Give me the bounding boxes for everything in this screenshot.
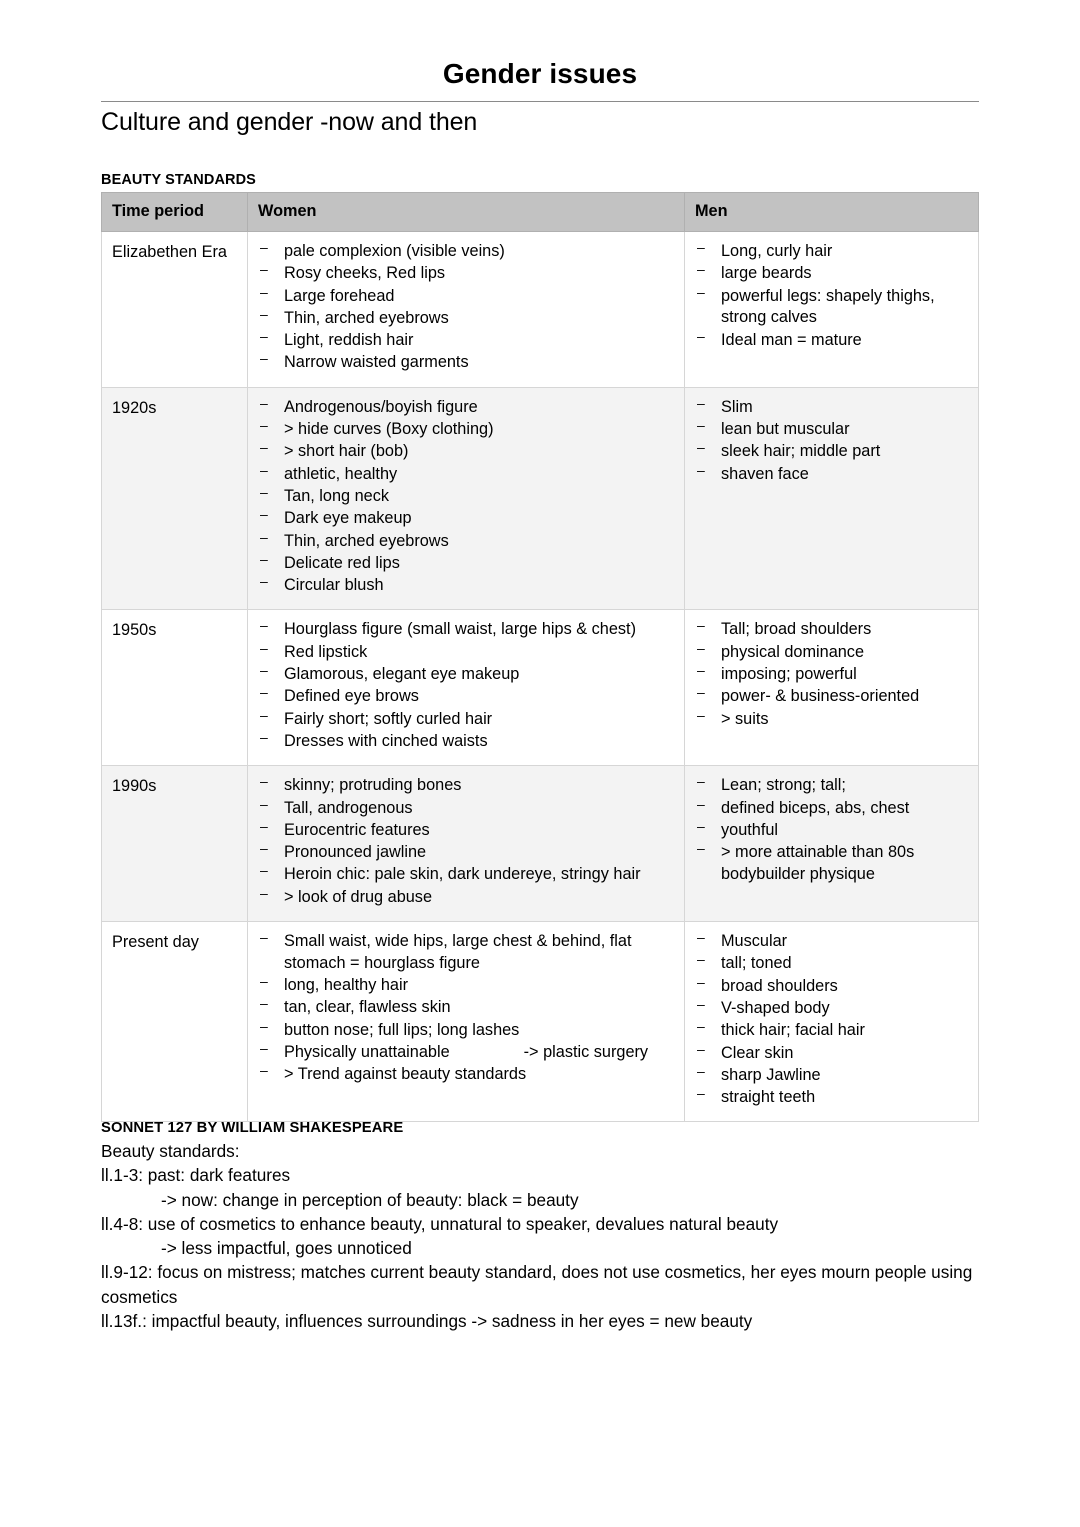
trait-item — [258, 642, 676, 664]
trait-item — [258, 1020, 676, 1042]
cell-women-traits — [248, 387, 685, 610]
table-row — [102, 922, 979, 1122]
cell-women-traits — [248, 232, 685, 388]
trait-list — [258, 397, 676, 597]
trait-item — [695, 1087, 970, 1109]
trait-text: Dresses with cinched waists — [284, 731, 488, 750]
trait-text: thick hair; facial hair — [721, 1021, 865, 1040]
trait-item — [258, 352, 676, 374]
cell-men-traits — [685, 922, 979, 1122]
trait-text: power- & business-oriented — [721, 687, 920, 706]
trait-text: Dark eye makeup — [284, 509, 412, 528]
trait-item — [258, 508, 676, 530]
trait-text: powerful legs: shapely thighs, strong calves — [721, 286, 935, 327]
trait-text: Tall, androgenous — [284, 798, 413, 817]
trait-item — [695, 464, 970, 486]
trait-item — [695, 798, 970, 820]
trait-list — [258, 619, 676, 752]
trait-item — [258, 731, 676, 753]
trait-item — [695, 664, 970, 686]
cell-time-period: 1990s — [102, 766, 248, 922]
trait-item — [258, 864, 676, 886]
trait-text: button nose; full lips; long lashes — [284, 1020, 520, 1039]
cell-men-traits — [685, 766, 979, 922]
trait-text: Circular blush — [284, 576, 384, 595]
trait-item — [258, 241, 676, 263]
sonnet-line: ll.1-3: past: dark features — [101, 1165, 291, 1186]
cell-men-traits — [685, 610, 979, 766]
trait-text: Hourglass figure (small waist, large hips & chest) — [284, 620, 636, 639]
column-header-women: Women — [248, 193, 685, 232]
trait-text: Eurocentric features — [284, 820, 430, 839]
trait-text: tan, clear, flawless skin — [284, 998, 451, 1017]
trait-item — [258, 464, 676, 486]
trait-list — [695, 775, 970, 885]
trait-item — [695, 642, 970, 664]
cell-time-period: Present day — [102, 922, 248, 1122]
cell-time-period: 1950s — [102, 610, 248, 766]
trait-item — [258, 775, 676, 797]
trait-text: shaven face — [721, 464, 809, 483]
trait-text: skinny; protruding bones — [284, 776, 462, 795]
trait-item — [695, 820, 970, 842]
title-divider — [101, 101, 979, 102]
trait-list — [695, 931, 970, 1109]
trait-list — [258, 241, 676, 374]
trait-item — [258, 842, 676, 864]
trait-text: Glamorous, elegant eye makeup — [284, 665, 520, 684]
sonnet-lines — [101, 1139, 981, 1333]
sonnet-line: ll.13f.: impactful beauty, influences surroundings -> sadness in her eyes = new beauty — [101, 1311, 753, 1332]
table-body — [102, 232, 979, 1122]
trait-text: Small waist, wide hips, large chest & behind, flat stomach = hourglass figure — [284, 932, 632, 972]
trait-item — [695, 686, 970, 708]
trait-text: youthful — [721, 820, 779, 839]
trait-list — [258, 775, 676, 908]
sonnet-line: Beauty standards: — [101, 1141, 240, 1161]
trait-text: > short hair (bob) — [284, 442, 409, 461]
trait-text: Heroin chic: pale skin, dark undereye, stringy hair — [284, 865, 641, 884]
page-subtitle: Culture and gender -now and then — [101, 108, 478, 136]
trait-list — [695, 397, 970, 486]
trait-item — [258, 619, 676, 641]
cell-time-period: 1920s — [102, 387, 248, 610]
trait-item — [258, 419, 676, 441]
trait-text: Muscular — [721, 932, 788, 951]
trait-item — [258, 486, 676, 508]
trait-item — [258, 330, 676, 352]
cell-women-traits — [248, 922, 685, 1122]
trait-text: Clear skin — [721, 1043, 794, 1062]
trait-text: > Trend against beauty standards — [284, 1065, 527, 1084]
trait-item — [695, 842, 970, 886]
trait-item — [258, 975, 676, 997]
trait-text: Slim — [721, 397, 753, 416]
trait-annotation: -> plastic surgery — [523, 1043, 649, 1061]
trait-list — [258, 931, 676, 1086]
trait-text: Tan, long neck — [284, 486, 389, 505]
trait-text: imposing; powerful — [721, 665, 857, 684]
cell-time-period: Elizabethen Era — [102, 232, 248, 388]
trait-item — [695, 1065, 970, 1087]
trait-item — [695, 397, 970, 419]
trait-item — [258, 441, 676, 463]
table-row — [102, 387, 979, 610]
trait-item — [695, 441, 970, 463]
cell-men-traits — [685, 232, 979, 388]
trait-text: Thin, arched eyebrows — [284, 308, 449, 327]
trait-item — [695, 419, 970, 441]
trait-item — [258, 397, 676, 419]
trait-text: Light, reddish hair — [284, 331, 414, 350]
cell-men-traits — [685, 387, 979, 610]
page-title: Gender issues — [442, 58, 638, 89]
trait-text: large beards — [721, 264, 812, 283]
table-header-row — [102, 193, 979, 232]
trait-item — [258, 1042, 676, 1064]
trait-item — [258, 997, 676, 1019]
trait-text: Thin, arched eyebrows — [284, 531, 449, 550]
cell-women-traits — [248, 766, 685, 922]
trait-item — [695, 330, 970, 352]
trait-item — [258, 686, 676, 708]
trait-item — [258, 664, 676, 686]
trait-text: Long, curly hair — [721, 242, 833, 260]
trait-item — [258, 709, 676, 731]
trait-text: Rosy cheeks, Red lips — [284, 264, 446, 283]
trait-item — [258, 308, 676, 330]
trait-text: Defined eye brows — [284, 687, 419, 706]
trait-item — [695, 709, 970, 731]
trait-text: Androgenous/boyish figure — [284, 397, 478, 416]
sonnet-line: ll.4-8: use of cosmetics to enhance beauty, unnatural to speaker, devalues natural beauty — [101, 1213, 779, 1234]
trait-item — [695, 953, 970, 975]
trait-item — [258, 1064, 676, 1086]
trait-item — [258, 798, 676, 820]
trait-item — [258, 575, 676, 597]
sonnet-line: -> now: change in perception of beauty: black = beauty — [161, 1189, 579, 1210]
trait-item — [695, 1043, 970, 1065]
column-header-time-period: Time period — [102, 193, 248, 232]
trait-text: lean but muscular — [721, 420, 850, 439]
trait-item — [695, 619, 970, 641]
trait-item — [695, 263, 970, 285]
trait-text: Physically unattainable — [284, 1043, 450, 1061]
trait-text: V-shaped body — [721, 998, 830, 1017]
trait-text: > look of drug abuse — [284, 887, 432, 906]
trait-text: > hide curves (Boxy clothing) — [284, 420, 494, 439]
trait-list — [695, 241, 970, 351]
trait-text: Lean; strong; tall; — [721, 776, 846, 795]
column-header-men: Men — [685, 193, 979, 232]
trait-item — [258, 263, 676, 285]
trait-text: tall; toned — [721, 954, 792, 973]
trait-item — [258, 887, 676, 909]
sonnet-notes-block — [101, 1118, 981, 1333]
trait-item — [258, 531, 676, 553]
trait-text: Narrow waisted garments — [284, 353, 469, 372]
trait-item — [695, 775, 970, 797]
trait-item — [695, 931, 970, 953]
trait-text: long, healthy hair — [284, 976, 409, 995]
trait-text: Ideal man = mature — [721, 330, 862, 349]
table-row — [102, 232, 979, 388]
trait-text: Pronounced jawline — [284, 843, 427, 862]
trait-item — [695, 241, 970, 263]
trait-text: straight teeth — [721, 1088, 816, 1107]
trait-text: athletic, healthy — [284, 464, 398, 483]
trait-item — [695, 976, 970, 998]
trait-text: Delicate red lips — [284, 553, 400, 572]
trait-text: Fairly short; softly curled hair — [284, 709, 493, 728]
sonnet-line: -> less impactful, goes unnoticed — [161, 1238, 412, 1259]
trait-text: Red lipstick — [284, 642, 368, 661]
trait-text: broad shoulders — [721, 976, 838, 995]
trait-item — [258, 820, 676, 842]
trait-item — [695, 286, 970, 330]
trait-text: > more attainable than 80s bodybuilder physique — [721, 843, 915, 883]
table-row — [102, 610, 979, 766]
sonnet-line: ll.9-12: focus on mistress; matches current beauty standard, does not use cosmetics, her eyes mourn people using cosmetics — [101, 1262, 973, 1307]
beauty-standards-table — [101, 192, 979, 1122]
trait-text: > suits — [721, 709, 769, 728]
trait-item — [695, 998, 970, 1020]
trait-item — [258, 931, 676, 975]
trait-text: defined biceps, abs, chest — [721, 798, 910, 817]
table-row — [102, 766, 979, 922]
trait-list — [695, 619, 970, 730]
trait-text: Large forehead — [284, 286, 395, 305]
cell-women-traits — [248, 610, 685, 766]
trait-item — [695, 1020, 970, 1042]
trait-item — [258, 286, 676, 308]
trait-text: pale complexion (visible veins) — [284, 242, 505, 260]
section-label-beauty-standards: BEAUTY STANDARDS — [101, 172, 256, 188]
sonnet-heading: SONNET 127 BY WILLIAM SHAKESPEARE — [101, 1120, 404, 1136]
trait-text: Tall; broad shoulders — [721, 620, 872, 639]
trait-text: sleek hair; middle part — [721, 442, 881, 461]
trait-text: physical dominance — [721, 642, 864, 661]
trait-item — [258, 553, 676, 575]
trait-text: sharp Jawline — [721, 1065, 821, 1084]
